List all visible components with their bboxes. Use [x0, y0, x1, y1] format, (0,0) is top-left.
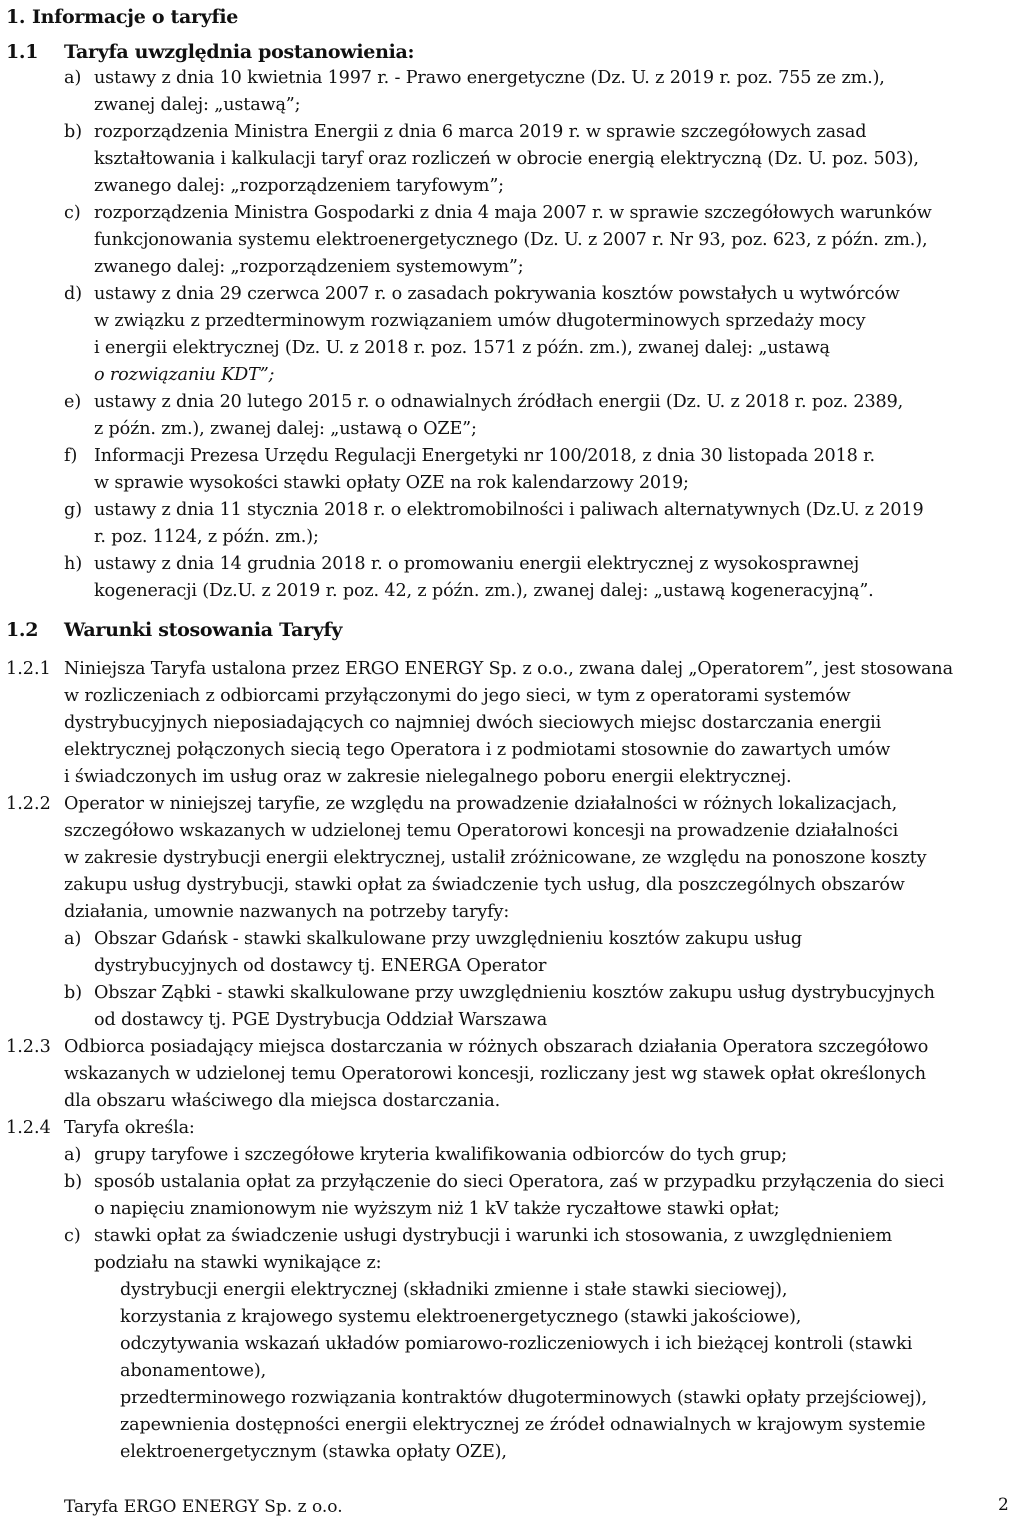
- footer-text: Taryfa ERGO ENERGY Sp. z o.o.: [64, 1497, 343, 1517]
- list-item-line: ustawy z dnia 10 kwietnia 1997 r. - Prawo energetyczne (Dz. U. z 2019 r. poz. 755 ze zm.),: [94, 68, 885, 88]
- list-item-line: w związku z przedterminowym rozwiązaniem umów długoterminowych sprzedaży mocy: [94, 311, 866, 331]
- list-letter: d): [64, 284, 83, 304]
- paragraph-line: elektrycznej połączonych siecią tego Operatora i z podmiotami stosownie do zawartych umów: [64, 740, 891, 760]
- paragraph-number: 1.2.1: [6, 659, 51, 679]
- list-letter: h): [64, 554, 83, 574]
- list-item-line: grupy taryfowe i szczegółowe kryteria kwalifikowania odbiorców do tych grup;: [94, 1145, 788, 1165]
- list-letter: e): [64, 392, 82, 412]
- list-item-line: rozporządzenia Ministra Gospodarki z dnia 4 maja 2007 r. w sprawie szczegółowych warunków: [94, 203, 932, 223]
- paragraph-line: w rozliczeniach z odbiorcami przyłączonymi do jego sieci, w tym z operatorami systemów: [64, 686, 851, 706]
- list-item-line: o rozwiązaniu KDT”;: [94, 365, 275, 385]
- paragraph-line: i świadczonych im usług oraz w zakresie nielegalnego poboru energii elektrycznej.: [64, 767, 792, 787]
- list-letter: g): [64, 500, 83, 520]
- list-item-line: od dostawcy tj. PGE Dystrybucja Oddział Warszawa: [94, 1010, 548, 1030]
- list-item-line: Obszar Ząbki - stawki skalkulowane przy uwzględnieniu kosztów zakupu usług dystrybucyjnych: [94, 983, 935, 1003]
- paragraph-line: Operator w niniejszej taryfie, ze względu na prowadzenie działalności w różnych lokalizacjach,: [64, 794, 898, 814]
- list-letter: a): [64, 68, 82, 88]
- list-letter: a): [64, 1145, 82, 1165]
- paragraph-line: wskazanych w udzielonej temu Operatorowi koncesji, rozliczany jest wg stawek opłat określonych: [64, 1064, 926, 1084]
- sub-list-line: elektroenergetycznym (stawka opłaty OZE),: [120, 1442, 507, 1462]
- list-letter: c): [64, 1226, 81, 1246]
- list-item-line: zwanego dalej: „rozporządzeniem taryfowym”;: [94, 176, 504, 196]
- list-item-line: ustawy z dnia 14 grudnia 2018 r. o promowaniu energii elektrycznej z wysokosprawnej: [94, 554, 859, 574]
- list-item-line: w sprawie wysokości stawki opłaty OZE na rok kalendarzowy 2019;: [94, 473, 689, 493]
- list-item-line: podziału na stawki wynikające z:: [94, 1253, 382, 1273]
- subsection-number: 1.1: [6, 41, 39, 63]
- list-letter: b): [64, 1172, 83, 1192]
- paragraph-line: działania, umownie nazwanych na potrzeby taryfy:: [64, 902, 510, 922]
- page-number: 2: [998, 1495, 1009, 1515]
- subsection-number: 1.2: [6, 619, 39, 641]
- list-item-line: r. poz. 1124, z późn. zm.);: [94, 527, 319, 547]
- list-item-line: rozporządzenia Ministra Energii z dnia 6 marca 2019 r. w sprawie szczegółowych zasad: [94, 122, 867, 142]
- section-number: 1.: [6, 6, 26, 28]
- list-item-line: Informacji Prezesa Urzędu Regulacji Energetyki nr 100/2018, z dnia 30 listopada 2018 r.: [94, 446, 875, 466]
- list-item-line: funkcjonowania systemu elektroenergetycznego (Dz. U. z 2007 r. Nr 93, poz. 623, z późn. zm.),: [94, 230, 928, 250]
- sub-list-line: korzystania z krajowego systemu elektroenergetycznego (stawki jakościowe),: [120, 1307, 802, 1327]
- paragraph-line: zakupu usług dystrybucji, stawki opłat za świadczenie tych usług, dla poszczególnych obszarów: [64, 875, 905, 895]
- paragraph-line: dla obszaru właściwego dla miejsca dostarczania.: [64, 1091, 501, 1111]
- list-item-line: stawki opłat za świadczenie usługi dystrybucji i warunki ich stosowania, z uwzględnieniem: [94, 1226, 892, 1246]
- subsection-title: Taryfa uwzględnia postanowienia:: [64, 41, 415, 63]
- paragraph-line: Odbiorca posiadający miejsca dostarczania w różnych obszarach działania Operatora szczegółowo: [64, 1037, 929, 1057]
- paragraph-line: w zakresie dystrybucji energii elektrycznej, ustalił zróżnicowane, ze względu na ponoszone koszty: [64, 848, 927, 868]
- list-item-line: dystrybucyjnych od dostawcy tj. ENERGA Operator: [94, 956, 547, 976]
- paragraph-number: 1.2.2: [6, 794, 51, 814]
- sub-list-line: zapewnienia dostępności energii elektrycznej ze źródeł odnawialnych w krajowym systemie: [120, 1415, 926, 1435]
- paragraph-number: 1.2.4: [6, 1118, 51, 1138]
- list-letter: b): [64, 122, 83, 142]
- list-item-line: o napięciu znamionowym nie wyższym niż 1 kV także ryczałtowe stawki opłat;: [94, 1199, 780, 1219]
- list-letter: c): [64, 203, 81, 223]
- sub-list-line: odczytywania wskazań układów pomiarowo-rozliczeniowych i ich bieżącej kontroli (stawki: [120, 1334, 913, 1354]
- paragraph-line: szczegółowo wskazanych w udzielonej temu Operatorowi koncesji na prowadzenie działalności: [64, 821, 899, 841]
- paragraph-number: 1.2.3: [6, 1037, 51, 1057]
- list-item-line: kształtowania i kalkulacji taryf oraz rozliczeń w obrocie energią elektryczną (Dz. U. poz. 503),: [94, 149, 919, 169]
- section-title: Informacje o taryfie: [32, 6, 239, 28]
- list-item-line: sposób ustalania opłat za przyłączenie do sieci Operatora, zaś w przypadku przyłączenia do sieci: [94, 1172, 945, 1192]
- subsection-title: Warunki stosowania Taryfy: [64, 619, 343, 641]
- paragraph-line: dystrybucyjnych nieposiadających co najmniej dwóch sieciowych miejsc dostarczania energii: [64, 713, 882, 733]
- list-item-line: Obszar Gdańsk - stawki skalkulowane przy uwzględnieniu kosztów zakupu usług: [94, 929, 803, 949]
- list-letter: b): [64, 983, 83, 1003]
- list-item-line: ustawy z dnia 29 czerwca 2007 r. o zasadach pokrywania kosztów powstałych u wytwórców: [94, 284, 900, 304]
- paragraph-line: Niniejsza Taryfa ustalona przez ERGO ENERGY Sp. z o.o., zwana dalej „Operatorem”, jest stosowana: [64, 659, 953, 679]
- sub-list-line: przedterminowego rozwiązania kontraktów długoterminowych (stawki opłaty przejściowej),: [120, 1388, 927, 1408]
- list-item-line: ustawy z dnia 20 lutego 2015 r. o odnawialnych źródłach energii (Dz. U. z 2018 r. poz. 2389,: [94, 392, 904, 412]
- list-item-line: zwanego dalej: „rozporządzeniem systemowym”;: [94, 257, 524, 277]
- sub-list-line: abonamentowe),: [120, 1361, 267, 1381]
- sub-list-line: dystrybucji energii elektrycznej (składniki zmienne i stałe stawki sieciowej),: [120, 1280, 788, 1300]
- list-letter: f): [64, 446, 78, 466]
- list-item-line: ustawy z dnia 11 stycznia 2018 r. o elektromobilności i paliwach alternatywnych (Dz.U. z 2019: [94, 500, 924, 520]
- list-item-line: zwanej dalej: „ustawą”;: [94, 95, 301, 115]
- list-item-line: kogeneracji (Dz.U. z 2019 r. poz. 42, z późn. zm.), zwanej dalej: „ustawą kogeneracyjną”.: [94, 581, 874, 601]
- list-letter: a): [64, 929, 82, 949]
- list-item-line: z późn. zm.), zwanej dalej: „ustawą o OZE”;: [94, 419, 477, 439]
- paragraph-line: Taryfa określa:: [64, 1118, 195, 1138]
- list-item-line: i energii elektrycznej (Dz. U. z 2018 r. poz. 1571 z późn. zm.), zwanej dalej: „ustawą: [94, 338, 830, 358]
